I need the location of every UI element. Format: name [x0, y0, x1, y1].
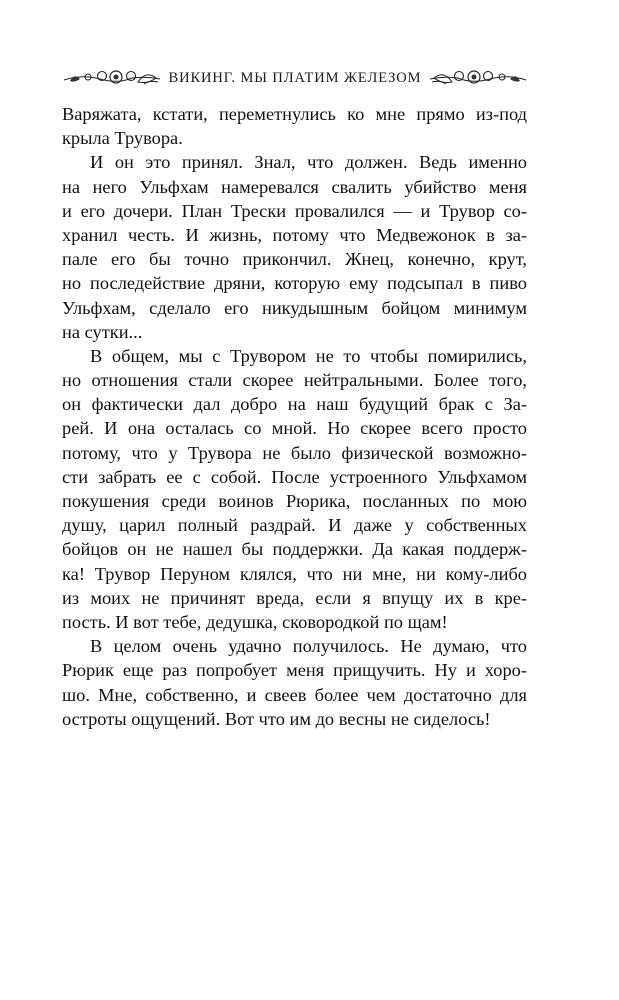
text-line: покушения среди воинов Рюрика, посланных по мою	[62, 491, 527, 511]
text-line: сти забрать ее с собой. После устроенного Ульфхамом	[62, 466, 527, 487]
text-line: душу, царил полный раздрай. И даже у собственных	[62, 515, 527, 536]
text-line: рей. И она осталась со мной. Но скорее всего просто	[62, 418, 527, 439]
text-line: Ульфхам, сделало его никудышным бойцом минимум	[62, 297, 527, 318]
text-line: он фактически дал добро на наш будущий брак с За-	[62, 394, 527, 415]
text-line: на него Ульфхам намеревался свалить убийство меня	[62, 176, 527, 197]
text-line: на сутки...	[62, 321, 143, 342]
text-line: но последействие дряни, которую ему подсыпал в пиво	[62, 273, 527, 294]
text-line: шо. Мне, собственно, и свеев более чем достаточно для	[62, 684, 527, 705]
text-line: крыла Трувора.	[62, 128, 183, 149]
text-line: пале его бы точно прикончил. Жнец, конечно, крут,	[62, 249, 527, 270]
text-line: Варяжата, кстати, переметнулись ко мне прямо из-под	[62, 104, 527, 124]
text-line: В общем, мы с Трувором не то чтобы помирились,	[90, 345, 527, 366]
text-line: И он это принял. Знал, что должен. Ведь именно	[90, 152, 527, 173]
body-text	[62, 102, 527, 731]
text-line: остроты ощущений. Вот что им до весны не сиделось!	[62, 708, 491, 729]
text-line: Рюрик еще раз попробует меня прищучить. Ну и хоро-	[62, 660, 527, 681]
text-line: пость. И вот тебе, дедушка, сковородкой по щам!	[62, 611, 448, 632]
text-line: и его дочери. План Трески провалился — и Трувор со-	[62, 200, 527, 221]
running-header	[62, 60, 528, 94]
ornament-right-icon	[428, 60, 528, 94]
text-line: из моих не причинят вреда, если я впущу их в кре-	[62, 587, 527, 608]
ornament-left-icon	[62, 60, 162, 94]
running-title: ВИКИНГ. МЫ ПЛАТИМ ЖЕЛЕЗОМ	[168, 70, 422, 86]
text-line: бойцов он не нашел бы поддержки. Да какая поддерж-	[62, 539, 527, 560]
text-line: но отношения стали скорее нейтральными. Более того,	[62, 370, 527, 391]
text-line: потому, что у Трувора не было физической возможно-	[62, 442, 527, 463]
text-line: В целом очень удачно получилось. Не думаю, что	[90, 636, 527, 657]
text-line: ка! Трувор Перуном клялся, что ни мне, ни кому-либо	[62, 563, 527, 584]
text-line: хранил честь. И жизнь, потому что Медвежонок в за-	[62, 224, 527, 245]
